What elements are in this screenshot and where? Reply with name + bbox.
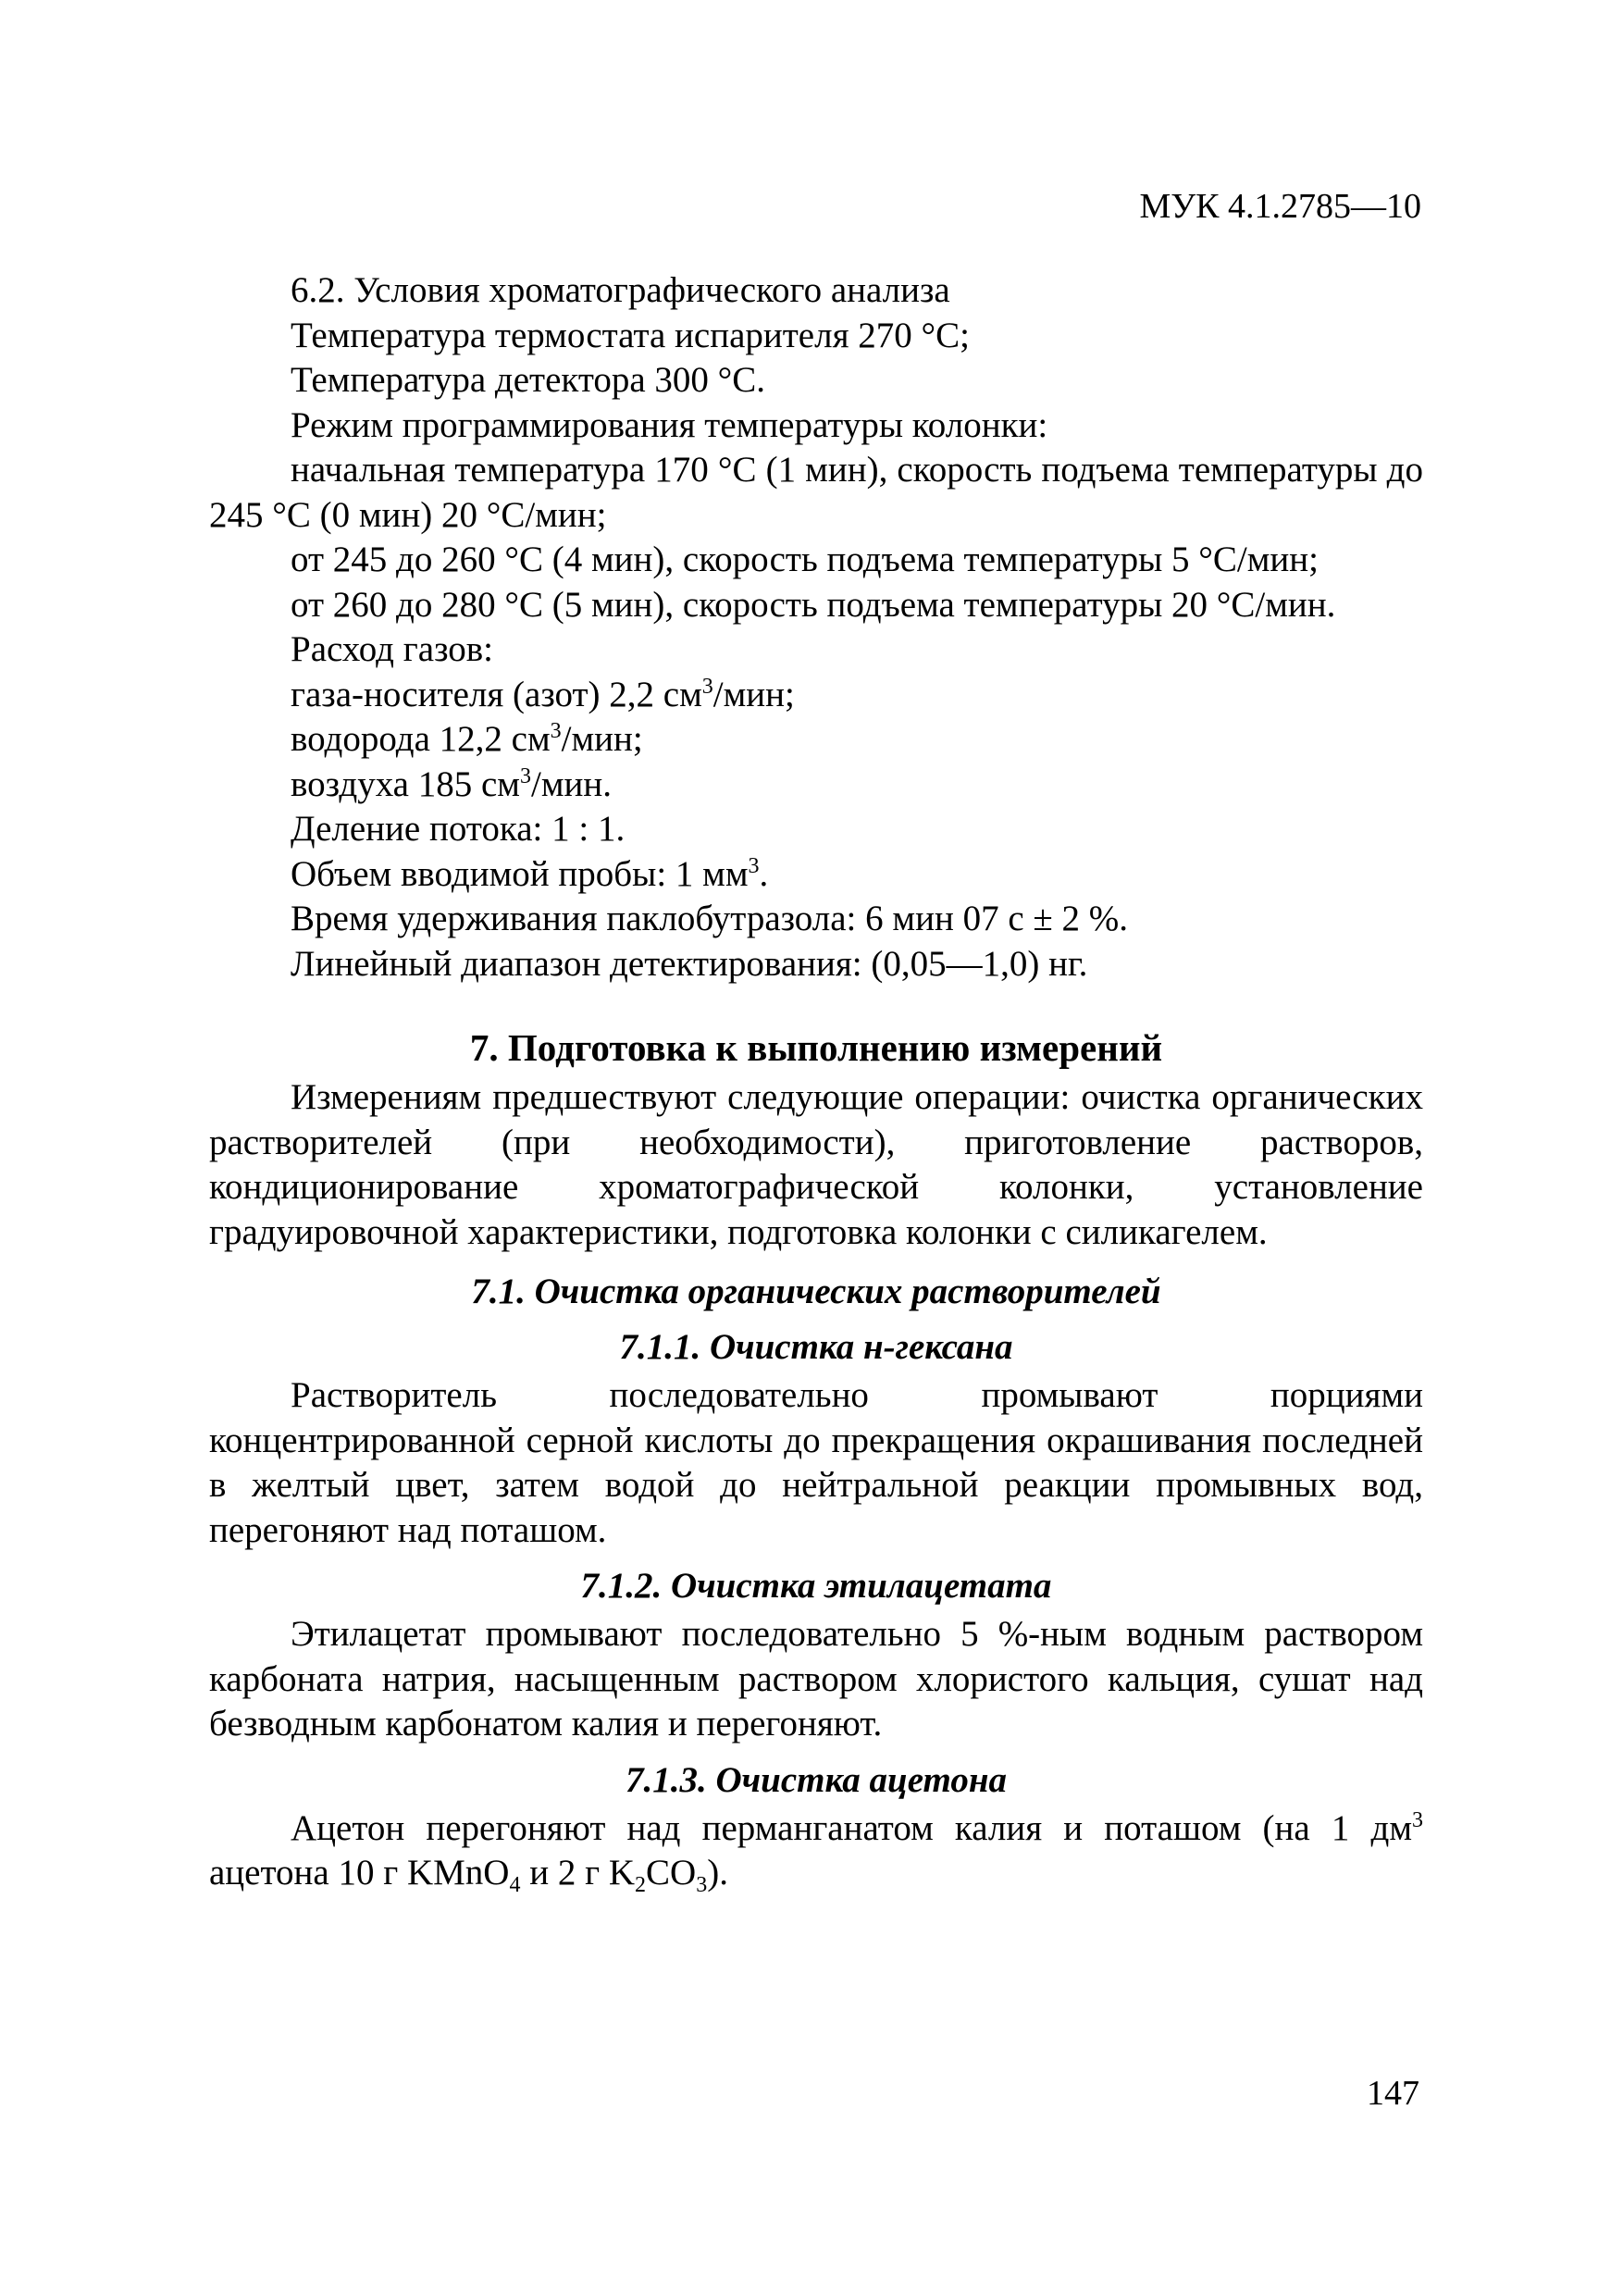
section-7-1-3-heading: 7.1.3. Очистка ацетона — [626, 1759, 1007, 1800]
carrier-gas-text: газа-носителя (азот) 2,2 см — [291, 674, 702, 714]
acetone-text-c: и 2 г K — [520, 1853, 636, 1893]
air-unit: /мин. — [530, 763, 612, 804]
column-program-line: Режим программирования температуры колонки: — [291, 404, 1048, 445]
section-6-2-title: 6.2. Условия хроматографического анализа — [291, 270, 950, 310]
carrier-gas-unit: /мин; — [712, 674, 795, 714]
superscript-3: 3 — [550, 719, 562, 743]
air-text: воздуха 185 см — [291, 763, 520, 804]
section-7-1-2-heading: 7.1.2. Очистка этилацетата — [580, 1566, 1052, 1606]
subscript-4: 4 — [509, 1873, 521, 1897]
section-7-1-1-heading: 7.1.1. Очистка н-гексана — [619, 1327, 1013, 1367]
sample-volume-end: . — [759, 853, 769, 894]
superscript-3: 3 — [701, 674, 713, 699]
acetone-text-b: ацетона 10 г KMnO — [209, 1853, 510, 1893]
superscript-3: 3 — [519, 763, 531, 788]
hydrogen-text: водорода 12,2 см — [291, 719, 551, 759]
section-7-1-3-text — [209, 1806, 1423, 1896]
section-7-1-2-text: Этилацетат промывают последовательно 5 %-ным водным раствором карбоната натрия, насыщенным раствором хлористого кальция, сушат над безводным карбонатом калия и перегоняют. — [209, 1614, 1423, 1744]
linear-range-line: Линейный диапазон детектирования: (0,05—1,0) нг. — [291, 943, 1088, 984]
section-7-intro: Измерениям предшествуют следующие операции: очистка органических растворителей (при необходимости), приготовление растворов, кондиционирование хроматографической колонки, установление градуировочной характеристики, подготовка колонки с силикагелем. — [209, 1077, 1423, 1252]
subscript-2: 2 — [635, 1873, 647, 1897]
ramp-245-260-line: от 245 до 260 °С (4 мин), скорость подъема температуры 5 °С/мин; — [291, 540, 1319, 579]
section-7-1-1-text: Растворитель последовательно промывают порциями концентрированной серной кислоты до прекращения окрашивания последней в желтый цвет, затем водой до нейтральной реакции промывных вод, перегоняют над поташом. — [209, 1375, 1423, 1550]
air-line — [209, 763, 1423, 808]
initial-temperature-line: начальная температура 170 °С (1 мин), скорость подъема температуры до 245 °С (0 мин) 20 °С/мин; — [209, 450, 1423, 535]
hydrogen-line — [209, 717, 1423, 763]
carrier-gas-line — [209, 673, 1423, 718]
gas-flow-label: Расход газов: — [291, 629, 494, 669]
superscript-3: 3 — [748, 853, 760, 878]
document-code: МУК 4.1.2785—10 — [1139, 187, 1421, 226]
acetone-text-e: ). — [707, 1853, 728, 1893]
flow-split-line: Деление потока: 1 : 1. — [291, 809, 626, 849]
evaporator-temperature-line: Температура термостата испарителя 270 °С; — [291, 315, 970, 355]
acetone-text-a: Ацетон перегоняют над перманганатом калия и поташом (на 1 дм — [291, 1807, 1412, 1848]
section-7-1-heading: 7.1. Очистка органических растворителей — [471, 1272, 1161, 1311]
page-content — [209, 268, 1423, 1896]
hydrogen-unit: /мин; — [561, 719, 643, 759]
ramp-260-280-line: от 260 до 280 °С (5 мин), скорость подъема температуры 20 °С/мин. — [291, 584, 1336, 625]
sample-volume-text: Объем вводимой пробы: 1 мм — [291, 853, 749, 894]
detector-temperature-line: Температура детектора 300 °С. — [291, 360, 766, 400]
sample-volume-line — [209, 852, 1423, 898]
retention-time-line: Время удерживания паклобутразола: 6 мин 07 с ± 2 %. — [291, 899, 1129, 938]
acetone-text-d: CO — [646, 1853, 697, 1893]
subscript-3: 3 — [696, 1873, 708, 1897]
page-number: 147 — [1367, 2074, 1419, 2113]
section-7-heading: 7. Подготовка к выполнению измерений — [469, 1026, 1163, 1069]
superscript-3: 3 — [1412, 1807, 1423, 1832]
